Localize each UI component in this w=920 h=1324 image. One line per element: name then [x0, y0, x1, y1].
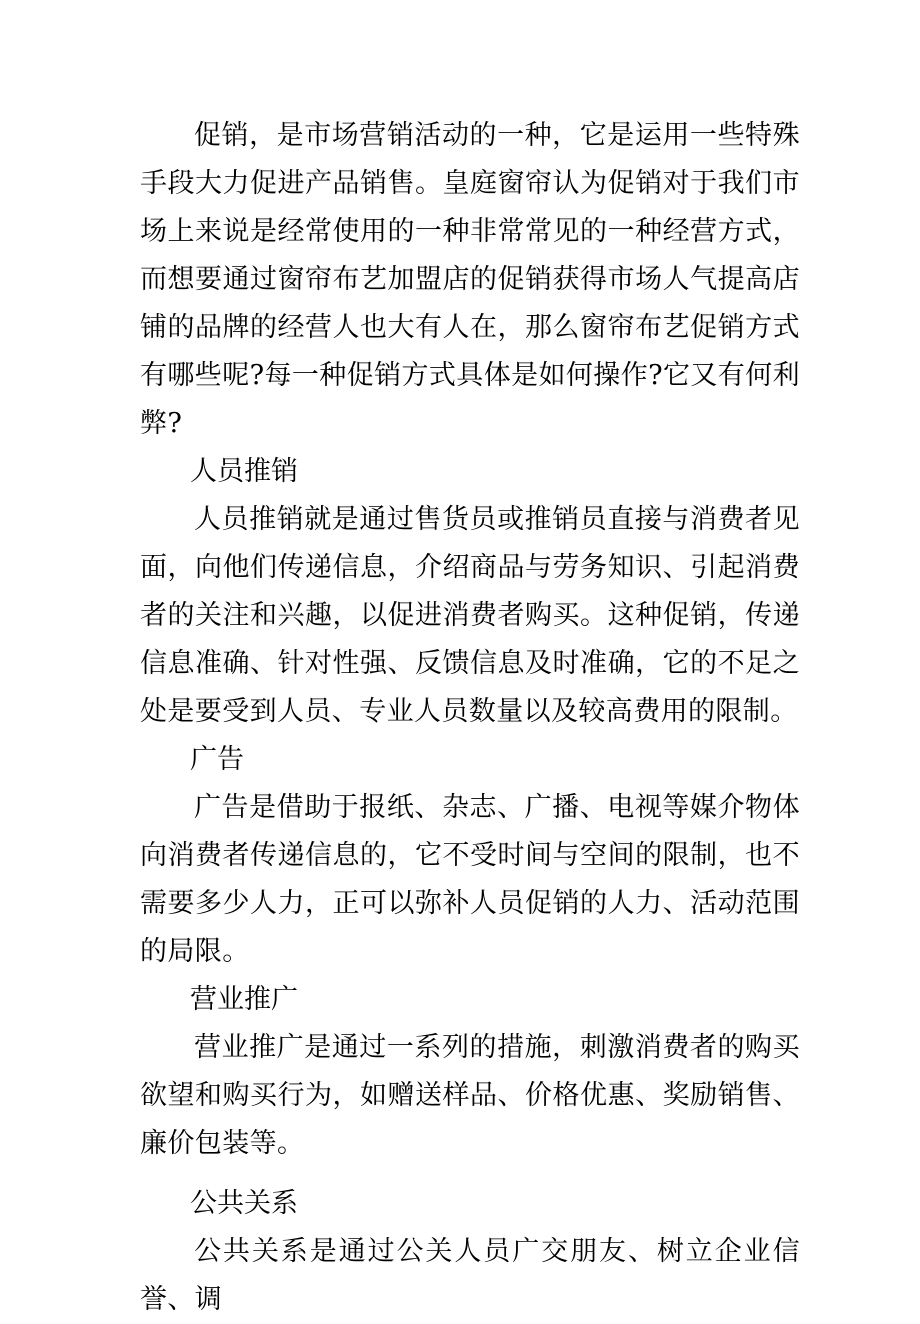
section-heading-sales-promotion: 营业推广	[190, 984, 298, 1015]
document-page	[140, 112, 800, 1324]
section-body-advertising: 广告是借助于报纸、杂志、广播、电视等媒介物体向消费者传递信息的，它不受时间与空间的限制，也不需要多少人力，正可以弥补人员促销的人力、活动范围的局限。	[140, 792, 800, 967]
section-heading-personal-selling: 人员推销	[190, 456, 298, 487]
section-body-public-relations: 公共关系是通过公关人员广交朋友、树立企业信誉、调	[140, 1236, 800, 1315]
section-heading-advertising: 广告	[190, 744, 244, 775]
section-heading-public-relations: 公共关系	[190, 1188, 298, 1219]
section-body-personal-selling: 人员推销就是通过售货员或推销员直接与消费者见面，向他们传递信息，介绍商品与劳务知识、引起消费者的关注和兴趣，以促进消费者购买。这种促销，传递信息准确、针对性强、反馈信息及时准确，它的不足之处是要受到人员、专业人员数量以及较高费用的限制。	[140, 504, 800, 727]
section-body-sales-promotion: 营业推广是通过一系列的措施，刺激消费者的购买欲望和购买行为，如赠送样品、价格优惠、奖励销售、廉价包装等。	[140, 1032, 800, 1159]
intro-paragraph: 促销，是市场营销活动的一种，它是运用一些特殊手段大力促进产品销售。皇庭窗帘认为促销对于我们市场上来说是经常使用的一种非常常见的一种经营方式，而想要通过窗帘布艺加盟店的促销获得市场人气提高店铺的品牌的经营人也大有人在，那么窗帘布艺促销方式有哪些呢?每一种促销方式具体是如何操作?它又有何利弊?	[140, 120, 800, 439]
